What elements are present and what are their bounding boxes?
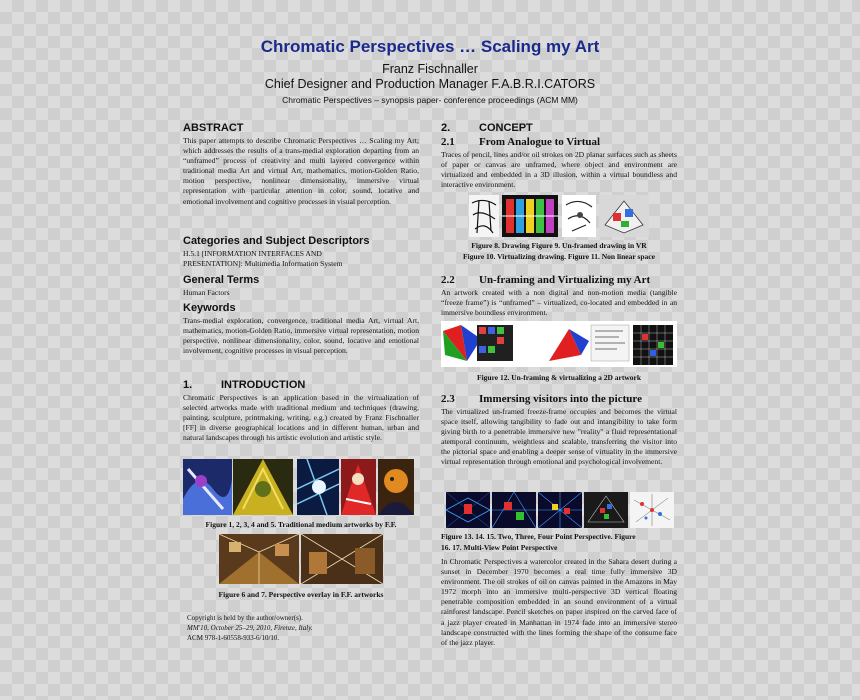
final-paragraph: In Chromatic Perspectives a watercolor created in the Sahara desert during a sunset in December 1970 becomes a real time fully immersive 3D environment. The oil strokes of oil on canvas painted in the Amazons in May 1972 morph into an immersive multi-perspective 3D vertical floating penetrable composition embedded in an sound environment of a virtual rainforest landscape. Pencil sketches on paper inspired on the carved face of a jazz player created in Manhattan in 1974 fade into an immersive stereo landscape constructed with the lines forming the shape of the consume face of the jazz player.	[441, 557, 677, 647]
section-2-1-number: 2.1	[441, 136, 455, 148]
figure-11-nonlinear-space	[599, 195, 649, 237]
introduction-text: Chromatic Perspectives is an application based in the virtualization of selected artworks made with traditional medium and techniques (drawing, painting, sculpture, printmaking, writing, e.g.) created by Franz Fischnaller [FF] in diverse geographical locations and in different human, urban and natural landscapes through his artistic evolution and artistic style.	[183, 393, 419, 443]
categories-text-2: PRESENTATION]: Multimedia Information System	[183, 259, 343, 268]
section-2-2-number: 2.2	[441, 274, 455, 286]
section-2-2-title: Un-framing and Virtualizing my Art	[479, 274, 651, 286]
general-terms-heading: General Terms	[183, 274, 260, 286]
section-2-2-text: An artwork created with a non digital and non-motion media (tangible “freeze frame”) is “unframed” – virtualized, co-located and embedded in an immersive boundless environment.	[441, 288, 677, 318]
figure-2-artwork	[233, 459, 293, 515]
figure-1-5-caption: Figure 1, 2, 3, 4 and 5. Traditional medium artworks by F.F.	[205, 520, 397, 529]
copyright-line-2: MM'10, October 25–29, 2010, Firenze, Italy.	[187, 624, 313, 632]
section-2-1-text: Traces of pencil, lines and/or oil strokes on 2D planar surfaces such as sheets of paper or canvas are unframed, where object and environment are virtualized and embedded in a 3D illusion, within a virtual boundless and interactive environment.	[441, 150, 677, 190]
introduction-heading	[183, 379, 305, 391]
concept-title: CONCEPT	[479, 122, 533, 134]
figure-8-drawing	[469, 195, 499, 237]
section-2-3-title: Immersing visitors into the picture	[479, 393, 642, 405]
section-2-1-heading	[441, 136, 600, 148]
figure-5-artwork	[378, 459, 414, 515]
author-role: Chief Designer and Production Manager F.A.B.R.I.CATORS	[264, 77, 596, 91]
figure-8-9-caption: Figure 8. Drawing Figure 9. Un-framed drawing in VR	[471, 241, 647, 250]
figure-15-four-point-perspective	[538, 492, 582, 528]
section-2-3-text: The virtualized un-framed freeze-frame occupies and becomes the virtual space itself, allowing tangibility to fade out and intangibility to take form giving birth to a penetrable immersive new "reality" a fluid representational atemporal continuum, weightless and scalable, transferring the visitor into the pictorial space and enabling a deeper sense of virtuality in the immersive virtual representation through emotional and psychological involvement.	[441, 407, 677, 467]
categories-heading: Categories and Subject Descriptors	[183, 235, 370, 247]
general-terms-text: Human Factors	[183, 288, 230, 297]
figure-1-artwork	[183, 459, 232, 515]
figure-13-two-point-perspective	[446, 492, 490, 528]
section-2-3-number: 2.3	[441, 393, 455, 405]
categories-text-1: H.5.1 [INFORMATION INTERFACES AND	[183, 249, 322, 258]
figure-12-unframing	[441, 321, 677, 367]
figure-13-15-caption: Figure 13. 14. 15. Two, Three, Four Point Perspective. Figure	[441, 532, 636, 541]
concept-heading	[441, 122, 533, 134]
figure-12-caption: Figure 12. Un-framing & virtualizing a 2D artwork	[476, 373, 641, 382]
figure-17-multi-view-perspective	[630, 492, 674, 528]
introduction-title: INTRODUCTION	[221, 379, 306, 391]
figure-4-artwork	[341, 459, 376, 515]
concept-number: 2.	[441, 122, 451, 134]
figure-16-multi-view-perspective	[584, 492, 628, 528]
abstract-heading: ABSTRACT	[183, 122, 244, 134]
section-2-2-heading	[441, 274, 650, 286]
author-name: Franz Fischnaller	[382, 62, 478, 76]
copyright-line-3: ACM 978-1-60558-933-6/10/10.	[187, 634, 280, 642]
figure-14-three-point-perspective	[492, 492, 536, 528]
copyright-line-1: Copyright is held by the author/owner(s).	[187, 614, 303, 622]
keywords-heading: Keywords	[183, 302, 236, 314]
figure-6-7-caption: Figure 6 and 7. Perspective overlay in F.F. artworks	[218, 590, 384, 599]
figure-16-17-caption: 16. 17. Multi-View Point Perspective	[441, 543, 558, 552]
figure-10-virtualizing-drawing	[562, 195, 596, 237]
figure-9-vr-drawing	[502, 195, 558, 237]
figure-10-11-caption: Figure 10. Virtualizing drawing. Figure 11. Non linear space	[463, 252, 655, 261]
venue-line: Chromatic Perspectives – synopsis paper- conference proceedings (ACM MM)	[282, 95, 578, 105]
section-2-1-title: From Analogue to Virtual	[479, 136, 601, 148]
abstract-text: This paper attempts to describe Chromatic Perspectives … Scaling my Art; which addresses the results of a trans-medial exploration departing from an “unframed” process of creativity and multi layered convergence within traditional media Art and virtual Art, mathematics, motion-Golden Ratio, motion perspective, nonlinear dimensionality, immersive virtual representation with particular attention in color, sound, locative and emotional involvement and cognitive processes in visual perception.	[183, 136, 419, 206]
figure-3-artwork	[297, 459, 339, 515]
figure-7-artwork	[301, 534, 383, 584]
keywords-text: Trans-medial exploration, convergence, traditional media Art, virtual Art, mathematics, motion-Golden Ratio, immersive virtual representation, motion perspective, nonlinear dimensionality, color, sound, locative and emotional involvement, cognitive processes in visual perception.	[183, 316, 419, 356]
section-2-3-heading	[441, 393, 642, 405]
introduction-number: 1.	[183, 379, 193, 391]
paper-title: Chromatic Perspectives … Scaling my Art	[260, 37, 600, 56]
figure-6-artwork	[219, 534, 299, 584]
